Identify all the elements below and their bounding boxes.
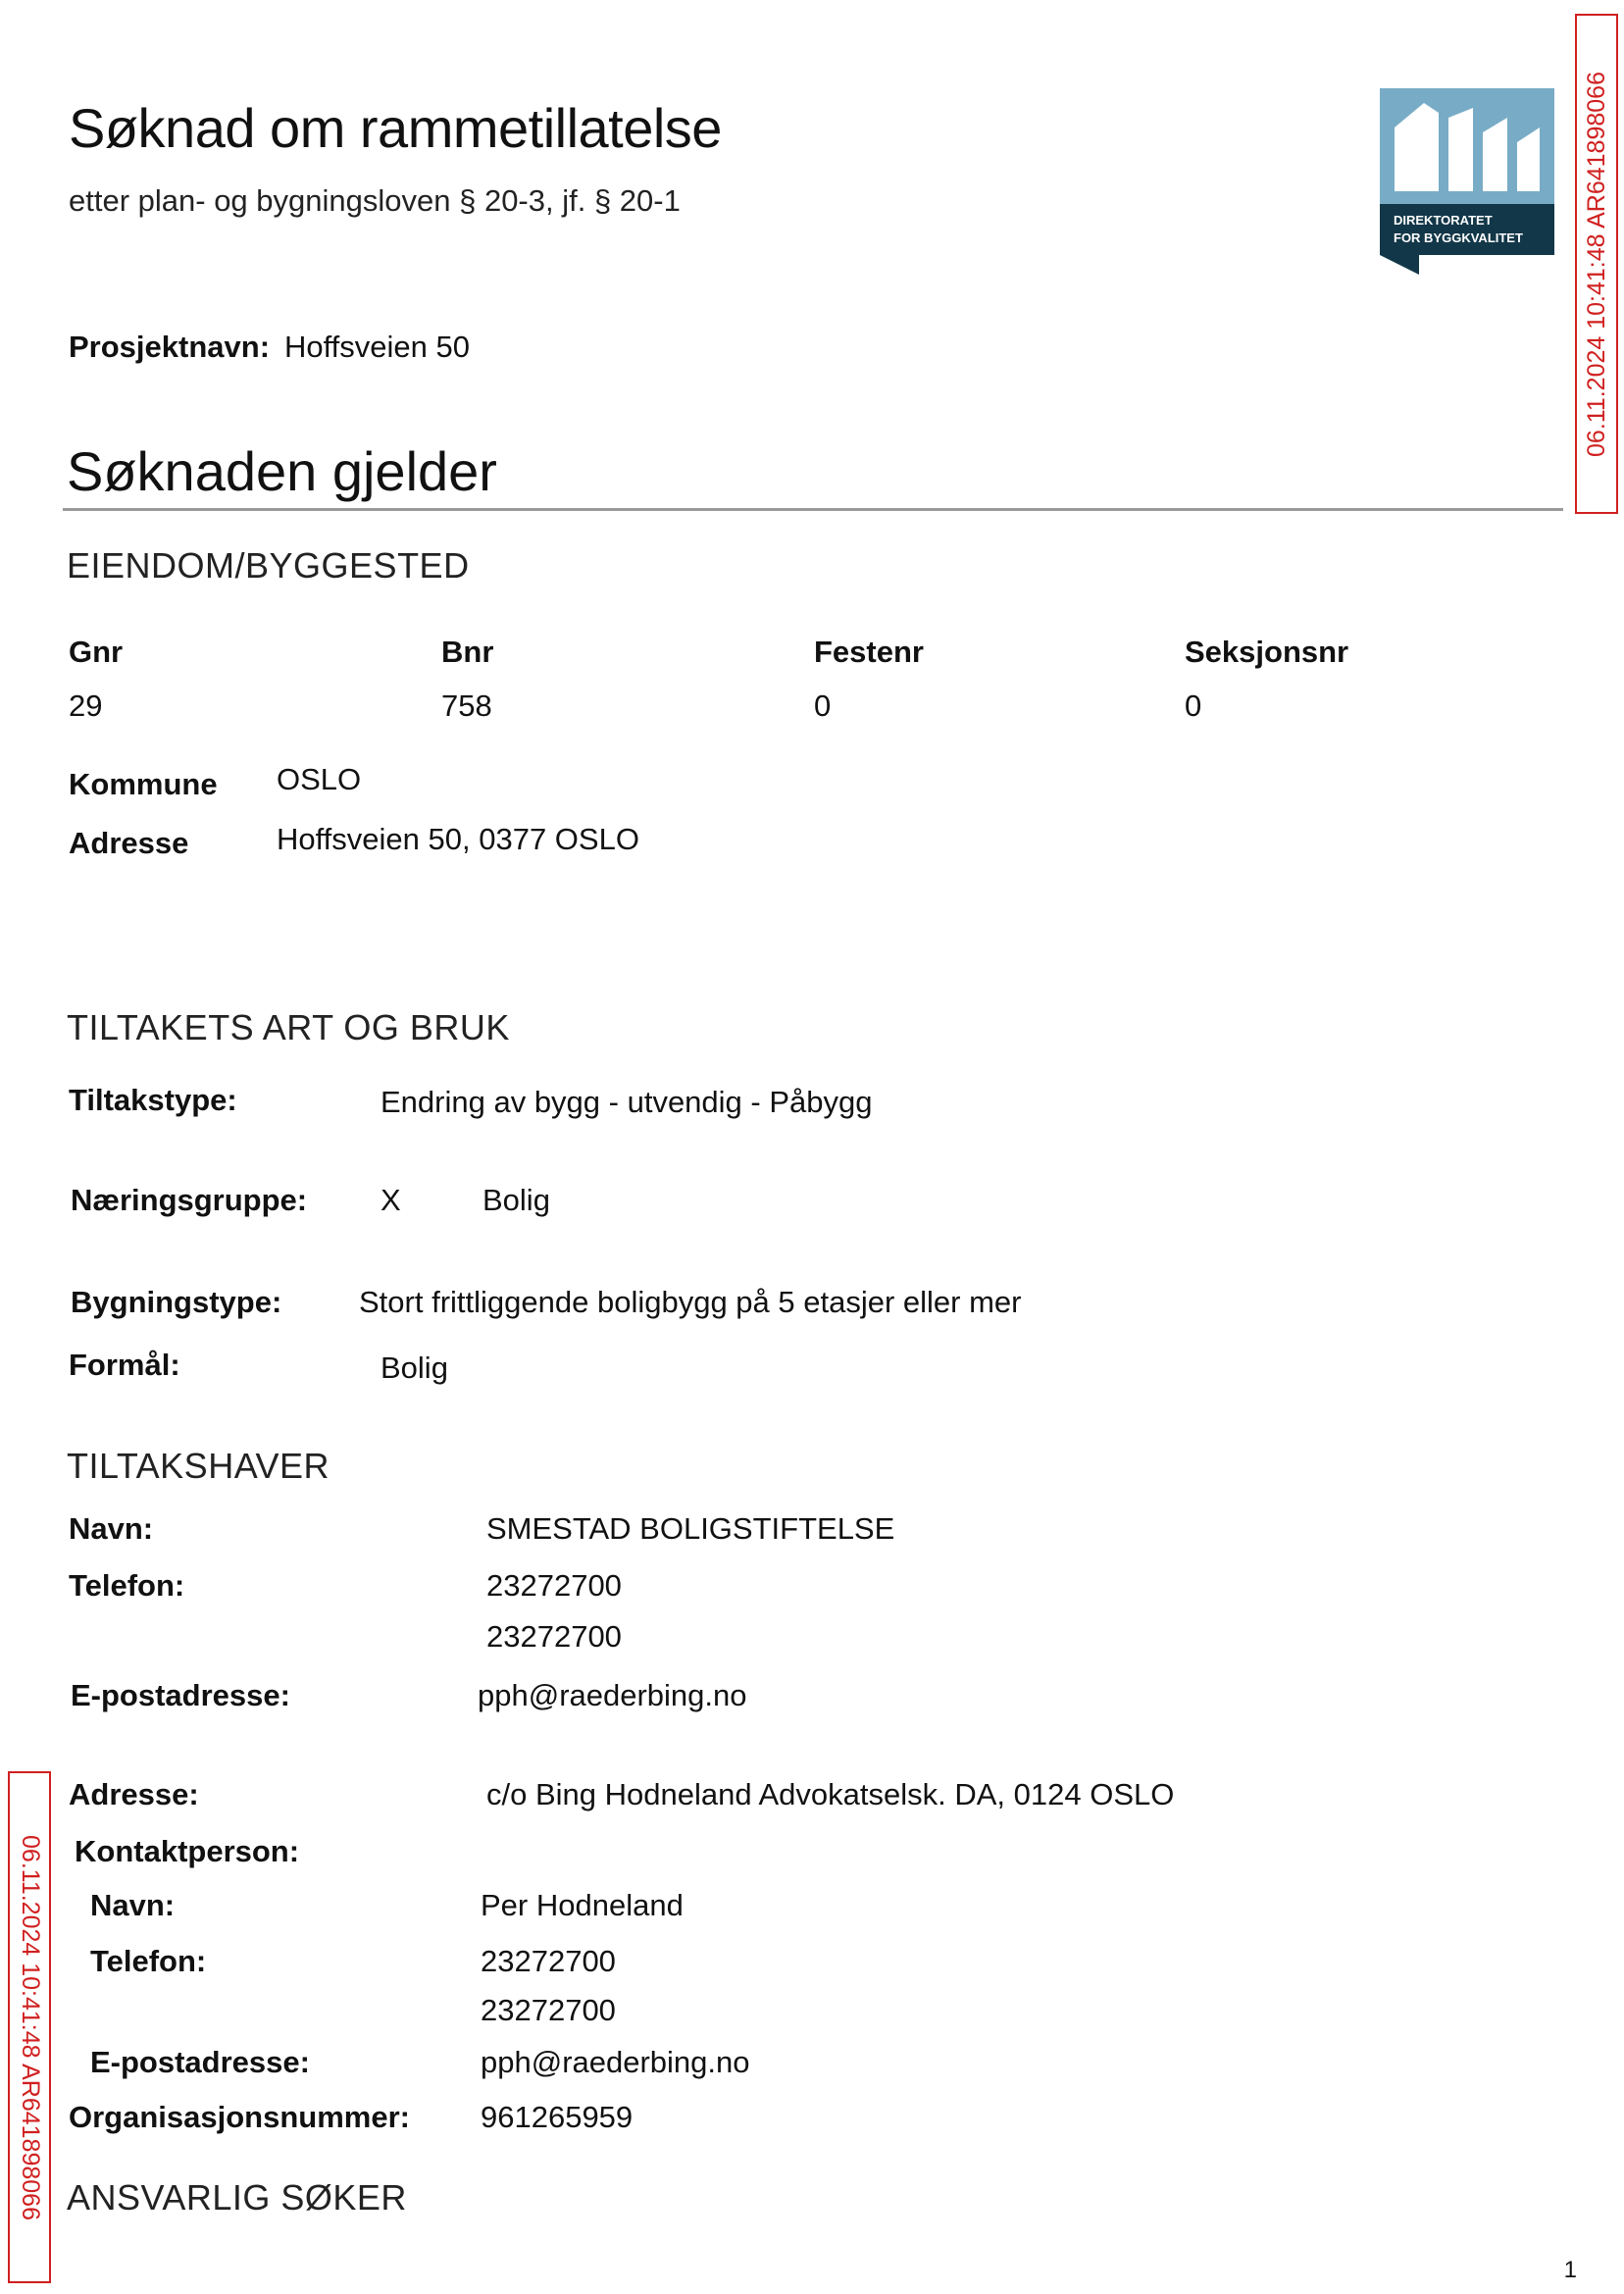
gnr-value: 29: [69, 688, 103, 723]
contact-phone-value-2: 23272700: [481, 1993, 616, 2027]
contact-email-label: E-postadresse:: [90, 2045, 310, 2079]
formaal-value: Bolig: [381, 1351, 448, 1385]
festenr-label: Festenr: [814, 635, 924, 669]
logo-text-1: DIREKTORATET: [1394, 213, 1493, 228]
owner-email-value: pph@raederbing.no: [478, 1678, 747, 1712]
bygningstype-value: Stort frittliggende boligbygg på 5 etasjer eller mer: [359, 1285, 1022, 1319]
project-label: Prosjektnavn:: [69, 330, 271, 364]
seksjonsnr-label: Seksjonsnr: [1185, 635, 1349, 669]
owner-address-label: Adresse:: [69, 1777, 199, 1811]
seksjonsnr-value: 0: [1185, 688, 1202, 723]
section-title: Søknaden gjelder: [67, 440, 497, 502]
page-number: 1: [1563, 2257, 1577, 2283]
owner-phone-value-2: 23272700: [486, 1619, 622, 1654]
owner-address-value: c/o Bing Hodneland Advokatselsk. DA, 0124 OSLO: [486, 1777, 1175, 1811]
owner-phone-label: Telefon:: [69, 1568, 185, 1603]
bnr-value: 758: [441, 688, 492, 723]
adresse-label: Adresse: [69, 826, 189, 860]
owner-phone-value-1: 23272700: [486, 1568, 622, 1603]
section-divider: [63, 508, 1563, 511]
document-title: Søknad om rammetillatelse: [69, 97, 722, 159]
date-stamp-top: [1575, 14, 1618, 514]
stamp-text: 06.11.2024 10:41:48 AR641898066: [16, 1834, 44, 2220]
tiltakstype-value: Endring av bygg - utvendig - Påbygg: [381, 1085, 873, 1119]
festenr-value: 0: [814, 688, 832, 723]
contact-name-label: Navn:: [90, 1888, 176, 1922]
logo-text-2: FOR BYGGKVALITET: [1394, 230, 1523, 245]
contact-email-value: pph@raederbing.no: [481, 2045, 750, 2079]
bnr-label: Bnr: [441, 635, 494, 669]
naeringsgruppe-value: Bolig: [482, 1183, 550, 1217]
orgnr-label: Organisasjonsnummer:: [69, 2100, 410, 2134]
naeringsgruppe-code: X: [381, 1183, 401, 1217]
contact-name-value: Per Hodneland: [481, 1888, 684, 1922]
document-subtitle: etter plan- og bygningsloven § 20-3, jf. § 20-1: [69, 183, 681, 218]
naeringsgruppe-label: Næringsgruppe:: [71, 1183, 308, 1217]
stamp-text: 06.11.2024 10:41:48 AR641898066: [1582, 71, 1610, 457]
property-heading: EIENDOM/BYGGESTED: [67, 545, 470, 586]
kommune-label: Kommune: [69, 767, 218, 801]
applicant-heading: ANSVARLIG SØKER: [67, 2177, 407, 2218]
project-value: Hoffsveien 50: [284, 330, 470, 364]
tiltakstype-label: Tiltakstype:: [69, 1083, 237, 1117]
gnr-label: Gnr: [69, 635, 124, 669]
owner-name-label: Navn:: [69, 1511, 154, 1546]
bygningstype-label: Bygningstype:: [71, 1285, 282, 1319]
contact-phone-label: Telefon:: [90, 1944, 207, 1978]
kommune-value: OSLO: [277, 762, 362, 796]
date-stamp-bottom: [8, 1771, 51, 2283]
owner-heading: TILTAKSHAVER: [67, 1446, 330, 1486]
measure-heading: TILTAKETS ART OG BRUK: [67, 1007, 510, 1047]
adresse-value: Hoffsveien 50, 0377 OSLO: [277, 822, 639, 856]
contact-phone-value-1: 23272700: [481, 1944, 616, 1978]
owner-email-label: E-postadresse:: [71, 1678, 290, 1712]
dibk-logo: [1380, 88, 1554, 275]
owner-name-value: SMESTAD BOLIGSTIFTELSE: [486, 1511, 895, 1546]
contact-person-label: Kontaktperson:: [75, 1834, 300, 1868]
orgnr-value: 961265959: [481, 2100, 634, 2134]
formaal-label: Formål:: [69, 1348, 180, 1382]
